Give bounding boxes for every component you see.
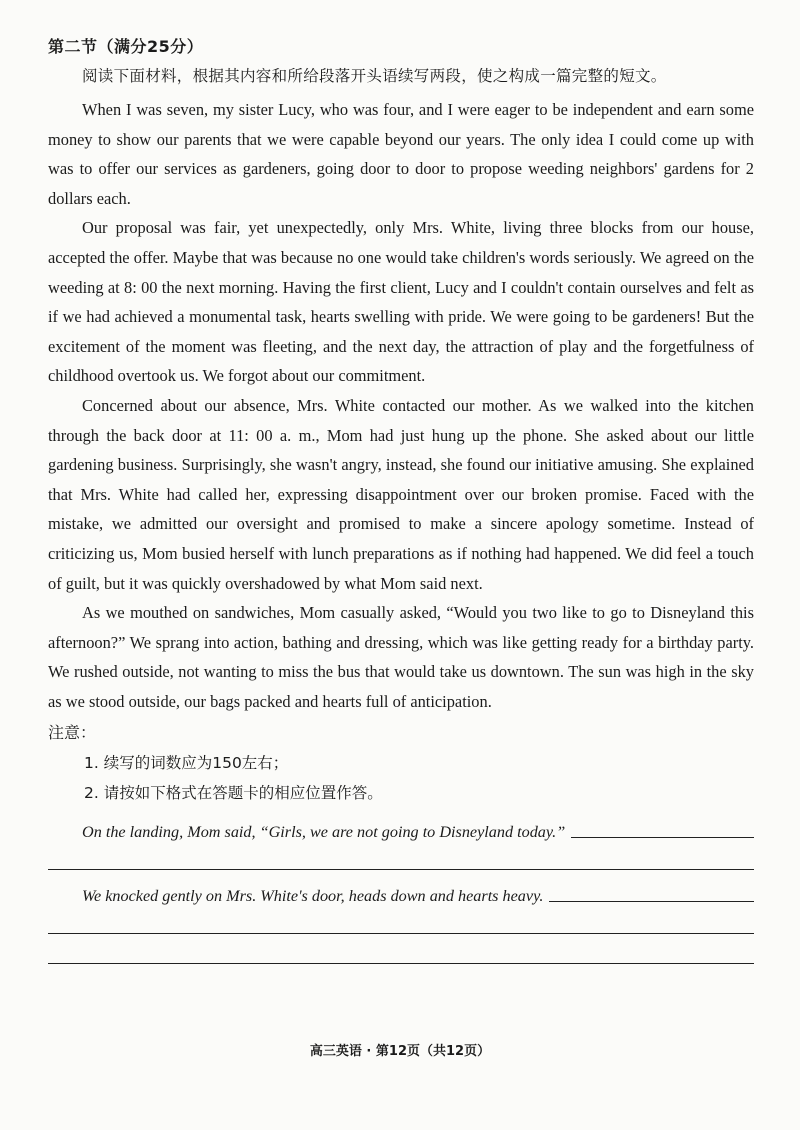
continuation-prompt-2 (82, 876, 754, 906)
passage-paragraph-2: Our proposal was fair, yet unexpectedly, only Mrs. White, living three blocks from our house, accepted the offer. Maybe that was because no one would take children's words seriously. We agreed on the weeding at 8: 00 the next morning. Having the first client, Lucy and I couldn't contain ourselves and felt as if we had achieved a monumental task, hearts swelling with pride. We were going to be gardeners! But the excitement of the moment was fleeting, and the next day, the attraction of play and the forgetfulness of childhood overtook us. We forgot about our commitment. (48, 218, 754, 386)
section-title: 第二节（满分25分） (48, 37, 204, 56)
note-item: 2. 请按如下格式在答题卡的相应位置作答。 (84, 784, 383, 803)
continuation-prompt-1 (82, 812, 754, 842)
notes-title: 注意： (48, 723, 97, 743)
passage-paragraph-3: Concerned about our absence, Mrs. White contacted our mother. As we walked into the kitchen through the back door at 11: 00 a. m., Mom had just hung up the phone. She asked about our little gardening business. Surprisingly, she wasn't angry, instead, she found our initiative amusing. She explained that Mrs. White had called her, expressing disappointment over our broken promise. Faced with the mistake, we admitted our oversight and promised to make a sincere apology sometime. Instead of criticizing us, Mom busied herself with lunch preparations as if nothing had happened. We did feel a touch of guilt, but it was quickly overshadowed by what Mom said next. (48, 395, 754, 593)
note-item: 1. 续写的词数应为150左右； (84, 754, 289, 773)
passage-paragraph-1: When I was seven, my sister Lucy, who was four, and I were eager to be independent and earn some money to show our parents that we were capable beyond our years. The only idea I could come up with was to offer our services as gardeners, going door to door to propose weeding neighbors' gardens for 2 dollars each. (48, 100, 754, 208)
passage-paragraph-4: As we mouthed on sandwiches, Mom casually asked, “Would you two like to go to Disneyland this afternoon?” We sprang into action, bathing and dressing, which was like getting ready for a birthday party. We rushed outside, not wanting to miss the bus that would take us downtown. The sun was high in the sky as we stood outside, our bags packed and hearts full of anticipation. (48, 603, 754, 711)
page-footer: 高三英语 · 第12页（共12页） (309, 1044, 491, 1059)
prompt-text: On the landing, Mom said, “Girls, we are not going to Disneyland today.” (82, 823, 566, 842)
answer-blank[interactable] (571, 836, 754, 838)
answer-line[interactable] (48, 962, 754, 964)
prompt-text: We knocked gently on Mrs. White's door, heads down and hearts heavy. (82, 887, 544, 906)
answer-blank[interactable] (549, 900, 754, 902)
instruction: 阅读下面材料，根据其内容和所给段落开头语续写两段，使之构成一篇完整的短文。 (82, 67, 667, 85)
answer-line[interactable] (48, 868, 754, 870)
exam-page (48, 34, 754, 964)
